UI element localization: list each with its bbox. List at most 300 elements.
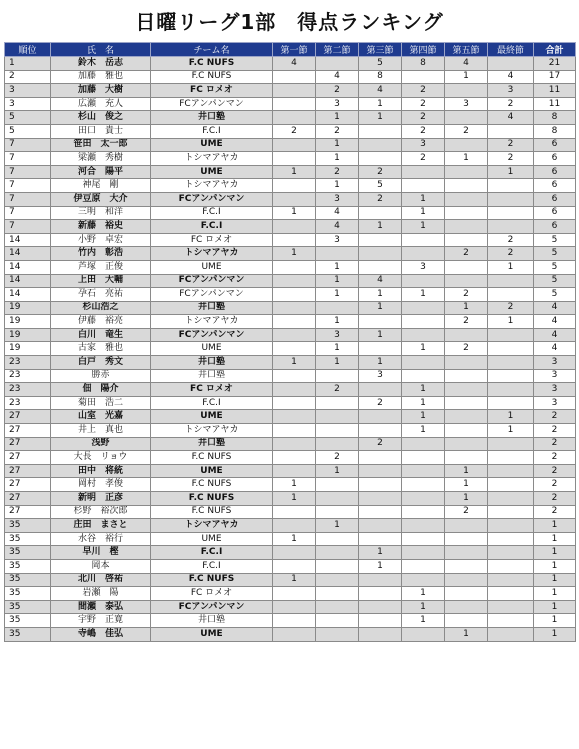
player-name-cell: 広瀬 充人 bbox=[51, 97, 151, 111]
table-row bbox=[5, 192, 576, 206]
round-3-goals-cell: 2 bbox=[359, 165, 402, 179]
team-name-cell: トシマアヤカ bbox=[151, 519, 273, 533]
round-2-goals-cell: 2 bbox=[316, 165, 359, 179]
round-4-goals-cell bbox=[402, 179, 445, 193]
final-round-goals-cell: 2 bbox=[488, 97, 534, 111]
team-name-cell: F.C.I bbox=[151, 546, 273, 560]
player-name-cell: 大長 リョウ bbox=[51, 451, 151, 465]
round-3-goals-cell: 1 bbox=[359, 356, 402, 370]
round-3-goals-cell bbox=[359, 152, 402, 166]
round-5-goals-cell bbox=[445, 369, 488, 383]
round-1-goals-cell bbox=[273, 464, 316, 478]
round-2-goals-cell bbox=[316, 587, 359, 601]
rank-cell: 35 bbox=[5, 546, 51, 560]
team-name-cell: FC ロメオ bbox=[151, 587, 273, 601]
table-row bbox=[5, 288, 576, 302]
table-row bbox=[5, 587, 576, 601]
round-3-goals-cell: 8 bbox=[359, 70, 402, 84]
round-5-goals-cell bbox=[445, 206, 488, 220]
rank-cell: 27 bbox=[5, 478, 51, 492]
round-4-goals-cell bbox=[402, 478, 445, 492]
team-name-cell: FC ロメオ bbox=[151, 233, 273, 247]
player-name-cell: 佃 陽介 bbox=[51, 383, 151, 397]
player-name-cell: 田中 将統 bbox=[51, 464, 151, 478]
round-4-goals-cell bbox=[402, 165, 445, 179]
round-3-goals-cell bbox=[359, 519, 402, 533]
round-4-goals-cell: 2 bbox=[402, 97, 445, 111]
round-5-goals-cell bbox=[445, 451, 488, 465]
player-name-cell: 白川 竜生 bbox=[51, 328, 151, 342]
team-name-cell: F.C NUFS bbox=[151, 57, 273, 71]
table-row bbox=[5, 70, 576, 84]
rank-cell: 27 bbox=[5, 492, 51, 506]
table-row bbox=[5, 410, 576, 424]
round-5-goals-cell: 1 bbox=[445, 464, 488, 478]
table-header-row bbox=[5, 43, 576, 57]
team-name-cell: 井口塾 bbox=[151, 356, 273, 370]
final-round-goals-cell bbox=[488, 532, 534, 546]
round-5-goals-cell bbox=[445, 192, 488, 206]
round-1-goals-cell bbox=[273, 192, 316, 206]
final-round-goals-cell: 3 bbox=[488, 84, 534, 98]
rank-cell: 27 bbox=[5, 437, 51, 451]
round-5-goals-cell bbox=[445, 84, 488, 98]
round-4-goals-cell bbox=[402, 451, 445, 465]
total-goals-cell: 2 bbox=[534, 464, 576, 478]
round-1-goals-cell bbox=[273, 328, 316, 342]
round-2-goals-cell: 1 bbox=[316, 138, 359, 152]
round-5-goals-cell bbox=[445, 138, 488, 152]
player-name-cell: 杉野 裕次郎 bbox=[51, 505, 151, 519]
round-1-goals-cell bbox=[273, 410, 316, 424]
round-3-goals-cell bbox=[359, 451, 402, 465]
table-row bbox=[5, 124, 576, 138]
player-name-cell: 神尾 剛 bbox=[51, 179, 151, 193]
player-name-cell: 菊田 浩二 bbox=[51, 396, 151, 410]
round-2-goals-cell: 2 bbox=[316, 124, 359, 138]
round-3-goals-cell: 5 bbox=[359, 57, 402, 71]
table-row bbox=[5, 206, 576, 220]
player-name-cell: 杉山浩之 bbox=[51, 301, 151, 315]
round-2-goals-cell: 1 bbox=[316, 342, 359, 356]
final-round-goals-cell bbox=[488, 328, 534, 342]
round-5-goals-cell: 2 bbox=[445, 247, 488, 261]
total-goals-cell: 3 bbox=[534, 396, 576, 410]
round-1-goals-cell bbox=[273, 111, 316, 125]
round-2-goals-cell bbox=[316, 614, 359, 628]
round-4-goals-cell bbox=[402, 233, 445, 247]
table-row bbox=[5, 559, 576, 573]
round-3-goals-cell bbox=[359, 342, 402, 356]
team-name-cell: UME bbox=[151, 410, 273, 424]
team-name-cell: F.C NUFS bbox=[151, 492, 273, 506]
round-2-goals-cell bbox=[316, 424, 359, 438]
round-2-goals-cell: 1 bbox=[316, 464, 359, 478]
round-2-goals-cell: 3 bbox=[316, 328, 359, 342]
round-1-goals-cell bbox=[273, 369, 316, 383]
team-name-cell: 井口塾 bbox=[151, 614, 273, 628]
round-5-goals-cell bbox=[445, 165, 488, 179]
round-5-goals-cell: 3 bbox=[445, 97, 488, 111]
team-name-cell: FCアンパンマン bbox=[151, 192, 273, 206]
team-name-cell: FC ロメオ bbox=[151, 84, 273, 98]
player-name-cell: 竹内 彰浩 bbox=[51, 247, 151, 261]
team-name-cell: 井口塾 bbox=[151, 437, 273, 451]
final-round-goals-cell bbox=[488, 546, 534, 560]
round-4-goals-cell bbox=[402, 437, 445, 451]
final-round-goals-cell bbox=[488, 274, 534, 288]
player-name-cell: 杉山 俊之 bbox=[51, 111, 151, 125]
total-goals-cell: 17 bbox=[534, 70, 576, 84]
round-2-goals-cell bbox=[316, 247, 359, 261]
table-row bbox=[5, 464, 576, 478]
header-total: 合計 bbox=[534, 43, 576, 57]
total-goals-cell: 3 bbox=[534, 383, 576, 397]
round-1-goals-cell: 1 bbox=[273, 206, 316, 220]
round-1-goals-cell bbox=[273, 152, 316, 166]
round-2-goals-cell bbox=[316, 437, 359, 451]
final-round-goals-cell bbox=[488, 192, 534, 206]
round-3-goals-cell: 1 bbox=[359, 546, 402, 560]
round-1-goals-cell bbox=[273, 179, 316, 193]
final-round-goals-cell bbox=[488, 464, 534, 478]
rank-cell: 23 bbox=[5, 383, 51, 397]
round-5-goals-cell: 2 bbox=[445, 288, 488, 302]
round-1-goals-cell: 2 bbox=[273, 124, 316, 138]
team-name-cell: FCアンパンマン bbox=[151, 600, 273, 614]
rank-cell: 35 bbox=[5, 627, 51, 641]
round-5-goals-cell bbox=[445, 559, 488, 573]
table-row bbox=[5, 152, 576, 166]
round-5-goals-cell: 1 bbox=[445, 152, 488, 166]
round-4-goals-cell: 1 bbox=[402, 342, 445, 356]
page-title: 日曜リーグ1部 得点ランキング bbox=[135, 10, 444, 34]
round-1-goals-cell bbox=[273, 70, 316, 84]
team-name-cell: 井口塾 bbox=[151, 111, 273, 125]
table-row bbox=[5, 437, 576, 451]
team-name-cell: トシマアヤカ bbox=[151, 179, 273, 193]
round-1-goals-cell: 1 bbox=[273, 478, 316, 492]
rank-cell: 3 bbox=[5, 84, 51, 98]
round-3-goals-cell: 2 bbox=[359, 437, 402, 451]
final-round-goals-cell bbox=[488, 383, 534, 397]
round-3-goals-cell bbox=[359, 464, 402, 478]
total-goals-cell: 1 bbox=[534, 573, 576, 587]
round-2-goals-cell: 3 bbox=[316, 192, 359, 206]
round-2-goals-cell bbox=[316, 600, 359, 614]
team-name-cell: F.C NUFS bbox=[151, 70, 273, 84]
round-3-goals-cell bbox=[359, 424, 402, 438]
table-row bbox=[5, 424, 576, 438]
final-round-goals-cell bbox=[488, 57, 534, 71]
round-3-goals-cell: 1 bbox=[359, 288, 402, 302]
round-3-goals-cell: 4 bbox=[359, 84, 402, 98]
round-2-goals-cell: 1 bbox=[316, 111, 359, 125]
round-3-goals-cell bbox=[359, 600, 402, 614]
total-goals-cell: 6 bbox=[534, 138, 576, 152]
player-name-cell: 井上 真也 bbox=[51, 424, 151, 438]
round-4-goals-cell bbox=[402, 464, 445, 478]
team-name-cell: F.C.I bbox=[151, 206, 273, 220]
round-5-goals-cell bbox=[445, 532, 488, 546]
team-name-cell: FCアンパンマン bbox=[151, 328, 273, 342]
total-goals-cell: 1 bbox=[534, 600, 576, 614]
round-5-goals-cell bbox=[445, 179, 488, 193]
player-name-cell: 加藤 雅也 bbox=[51, 70, 151, 84]
table-row bbox=[5, 600, 576, 614]
team-name-cell: FCアンパンマン bbox=[151, 288, 273, 302]
player-name-cell: 伊豆原 大介 bbox=[51, 192, 151, 206]
round-2-goals-cell: 1 bbox=[316, 274, 359, 288]
rank-cell: 23 bbox=[5, 356, 51, 370]
round-4-goals-cell: 1 bbox=[402, 220, 445, 234]
table-row bbox=[5, 614, 576, 628]
rank-cell: 19 bbox=[5, 342, 51, 356]
round-1-goals-cell bbox=[273, 546, 316, 560]
total-goals-cell: 1 bbox=[534, 627, 576, 641]
round-3-goals-cell bbox=[359, 627, 402, 641]
round-2-goals-cell bbox=[316, 396, 359, 410]
total-goals-cell: 5 bbox=[534, 274, 576, 288]
final-round-goals-cell bbox=[488, 614, 534, 628]
round-4-goals-cell: 1 bbox=[402, 192, 445, 206]
final-round-goals-cell: 4 bbox=[488, 111, 534, 125]
total-goals-cell: 8 bbox=[534, 111, 576, 125]
round-5-goals-cell: 2 bbox=[445, 342, 488, 356]
round-4-goals-cell bbox=[402, 627, 445, 641]
player-name-cell: 岩瀬 陽 bbox=[51, 587, 151, 601]
team-name-cell: F.C NUFS bbox=[151, 505, 273, 519]
round-2-goals-cell: 3 bbox=[316, 233, 359, 247]
table-row bbox=[5, 247, 576, 261]
team-name-cell: トシマアヤカ bbox=[151, 247, 273, 261]
rank-cell: 14 bbox=[5, 288, 51, 302]
table-row bbox=[5, 84, 576, 98]
final-round-goals-cell bbox=[488, 437, 534, 451]
round-5-goals-cell: 4 bbox=[445, 57, 488, 71]
final-round-goals-cell bbox=[488, 587, 534, 601]
player-name-cell: 田口 貴士 bbox=[51, 124, 151, 138]
final-round-goals-cell bbox=[488, 396, 534, 410]
round-5-goals-cell: 1 bbox=[445, 478, 488, 492]
player-name-cell: 孕石 亮祐 bbox=[51, 288, 151, 302]
round-2-goals-cell bbox=[316, 369, 359, 383]
final-round-goals-cell: 2 bbox=[488, 301, 534, 315]
table-row bbox=[5, 342, 576, 356]
final-round-goals-cell: 1 bbox=[488, 410, 534, 424]
table-row bbox=[5, 97, 576, 111]
rank-cell: 5 bbox=[5, 124, 51, 138]
round-1-goals-cell bbox=[273, 614, 316, 628]
player-name-cell: 浅野 bbox=[51, 437, 151, 451]
table-row bbox=[5, 301, 576, 315]
table-row bbox=[5, 165, 576, 179]
round-2-goals-cell bbox=[316, 627, 359, 641]
rank-cell: 14 bbox=[5, 260, 51, 274]
final-round-goals-cell bbox=[488, 220, 534, 234]
rank-cell: 35 bbox=[5, 559, 51, 573]
final-round-goals-cell bbox=[488, 369, 534, 383]
total-goals-cell: 5 bbox=[534, 247, 576, 261]
rank-cell: 7 bbox=[5, 179, 51, 193]
round-1-goals-cell bbox=[273, 451, 316, 465]
player-name-cell: 上田 大輔 bbox=[51, 274, 151, 288]
final-round-goals-cell: 1 bbox=[488, 165, 534, 179]
round-5-goals-cell bbox=[445, 220, 488, 234]
round-5-goals-cell: 1 bbox=[445, 627, 488, 641]
player-name-cell: 岡村 孝俊 bbox=[51, 478, 151, 492]
round-5-goals-cell bbox=[445, 274, 488, 288]
final-round-goals-cell bbox=[488, 478, 534, 492]
final-round-goals-cell bbox=[488, 627, 534, 641]
table-row bbox=[5, 383, 576, 397]
round-3-goals-cell bbox=[359, 233, 402, 247]
round-4-goals-cell bbox=[402, 301, 445, 315]
round-4-goals-cell: 2 bbox=[402, 152, 445, 166]
round-4-goals-cell bbox=[402, 356, 445, 370]
rank-cell: 23 bbox=[5, 396, 51, 410]
player-name-cell: 白戸 秀文 bbox=[51, 356, 151, 370]
round-3-goals-cell bbox=[359, 138, 402, 152]
round-1-goals-cell bbox=[273, 627, 316, 641]
round-5-goals-cell bbox=[445, 424, 488, 438]
round-2-goals-cell: 2 bbox=[316, 84, 359, 98]
rank-cell: 35 bbox=[5, 614, 51, 628]
rank-cell: 27 bbox=[5, 424, 51, 438]
round-1-goals-cell: 1 bbox=[273, 532, 316, 546]
header-round-5: 第五節 bbox=[445, 43, 488, 57]
header-final-round: 最終節 bbox=[488, 43, 534, 57]
round-2-goals-cell bbox=[316, 505, 359, 519]
total-goals-cell: 6 bbox=[534, 220, 576, 234]
team-name-cell: FCアンパンマン bbox=[151, 274, 273, 288]
round-4-goals-cell bbox=[402, 505, 445, 519]
table-body bbox=[5, 57, 576, 642]
round-5-goals-cell bbox=[445, 573, 488, 587]
table-row bbox=[5, 369, 576, 383]
rank-cell: 19 bbox=[5, 328, 51, 342]
final-round-goals-cell bbox=[488, 600, 534, 614]
round-2-goals-cell bbox=[316, 57, 359, 71]
total-goals-cell: 6 bbox=[534, 179, 576, 193]
total-goals-cell: 4 bbox=[534, 342, 576, 356]
player-name-cell: 伊藤 裕亮 bbox=[51, 315, 151, 329]
total-goals-cell: 6 bbox=[534, 192, 576, 206]
round-5-goals-cell: 2 bbox=[445, 124, 488, 138]
round-1-goals-cell bbox=[273, 315, 316, 329]
round-4-goals-cell: 1 bbox=[402, 424, 445, 438]
table-row bbox=[5, 573, 576, 587]
player-name-cell: 宇野 正寛 bbox=[51, 614, 151, 628]
round-1-goals-cell bbox=[273, 274, 316, 288]
round-3-goals-cell bbox=[359, 587, 402, 601]
rank-cell: 27 bbox=[5, 505, 51, 519]
total-goals-cell: 5 bbox=[534, 233, 576, 247]
final-round-goals-cell: 2 bbox=[488, 152, 534, 166]
player-name-cell: 間瀬 泰弘 bbox=[51, 600, 151, 614]
rank-cell: 5 bbox=[5, 111, 51, 125]
player-name-cell: 勝赤 bbox=[51, 369, 151, 383]
rank-cell: 35 bbox=[5, 573, 51, 587]
round-5-goals-cell bbox=[445, 233, 488, 247]
round-5-goals-cell: 2 bbox=[445, 315, 488, 329]
rank-cell: 35 bbox=[5, 600, 51, 614]
round-5-goals-cell bbox=[445, 396, 488, 410]
rank-cell: 19 bbox=[5, 301, 51, 315]
round-1-goals-cell bbox=[273, 138, 316, 152]
total-goals-cell: 1 bbox=[534, 519, 576, 533]
round-5-goals-cell bbox=[445, 356, 488, 370]
team-name-cell: 井口塾 bbox=[151, 301, 273, 315]
header-name: 氏 名 bbox=[51, 43, 151, 57]
total-goals-cell: 3 bbox=[534, 369, 576, 383]
round-3-goals-cell bbox=[359, 573, 402, 587]
rank-cell: 27 bbox=[5, 410, 51, 424]
final-round-goals-cell bbox=[488, 288, 534, 302]
total-goals-cell: 2 bbox=[534, 451, 576, 465]
round-1-goals-cell bbox=[273, 383, 316, 397]
table-row bbox=[5, 260, 576, 274]
round-1-goals-cell bbox=[273, 600, 316, 614]
player-name-cell: 笹田 太一郎 bbox=[51, 138, 151, 152]
player-name-cell: 小野 卓宏 bbox=[51, 233, 151, 247]
rank-cell: 3 bbox=[5, 97, 51, 111]
round-5-goals-cell bbox=[445, 383, 488, 397]
rank-cell: 7 bbox=[5, 220, 51, 234]
final-round-goals-cell: 4 bbox=[488, 70, 534, 84]
team-name-cell: UME bbox=[151, 138, 273, 152]
round-4-goals-cell bbox=[402, 328, 445, 342]
table-row bbox=[5, 519, 576, 533]
team-name-cell: UME bbox=[151, 627, 273, 641]
round-1-goals-cell bbox=[273, 260, 316, 274]
table-row bbox=[5, 546, 576, 560]
final-round-goals-cell bbox=[488, 124, 534, 138]
table-row bbox=[5, 233, 576, 247]
round-2-goals-cell bbox=[316, 532, 359, 546]
round-5-goals-cell bbox=[445, 437, 488, 451]
rank-cell: 35 bbox=[5, 519, 51, 533]
table-row bbox=[5, 396, 576, 410]
final-round-goals-cell: 2 bbox=[488, 233, 534, 247]
round-3-goals-cell bbox=[359, 505, 402, 519]
total-goals-cell: 6 bbox=[534, 165, 576, 179]
final-round-goals-cell: 1 bbox=[488, 260, 534, 274]
round-1-goals-cell bbox=[273, 84, 316, 98]
total-goals-cell: 2 bbox=[534, 437, 576, 451]
table-row bbox=[5, 627, 576, 641]
team-name-cell: FC ロメオ bbox=[151, 383, 273, 397]
round-1-goals-cell bbox=[273, 233, 316, 247]
round-4-goals-cell: 1 bbox=[402, 288, 445, 302]
team-name-cell: F.C NUFS bbox=[151, 573, 273, 587]
round-5-goals-cell: 1 bbox=[445, 492, 488, 506]
team-name-cell: 井口塾 bbox=[151, 369, 273, 383]
final-round-goals-cell bbox=[488, 519, 534, 533]
round-3-goals-cell: 1 bbox=[359, 220, 402, 234]
round-3-goals-cell bbox=[359, 478, 402, 492]
round-2-goals-cell: 4 bbox=[316, 70, 359, 84]
player-name-cell: 三明 和洋 bbox=[51, 206, 151, 220]
header-round-4: 第四節 bbox=[402, 43, 445, 57]
table-row bbox=[5, 220, 576, 234]
round-2-goals-cell: 1 bbox=[316, 356, 359, 370]
rank-cell: 7 bbox=[5, 165, 51, 179]
team-name-cell: UME bbox=[151, 342, 273, 356]
player-name-cell: 芦塚 正俊 bbox=[51, 260, 151, 274]
round-1-goals-cell: 1 bbox=[273, 356, 316, 370]
player-name-cell: 水谷 裕行 bbox=[51, 532, 151, 546]
